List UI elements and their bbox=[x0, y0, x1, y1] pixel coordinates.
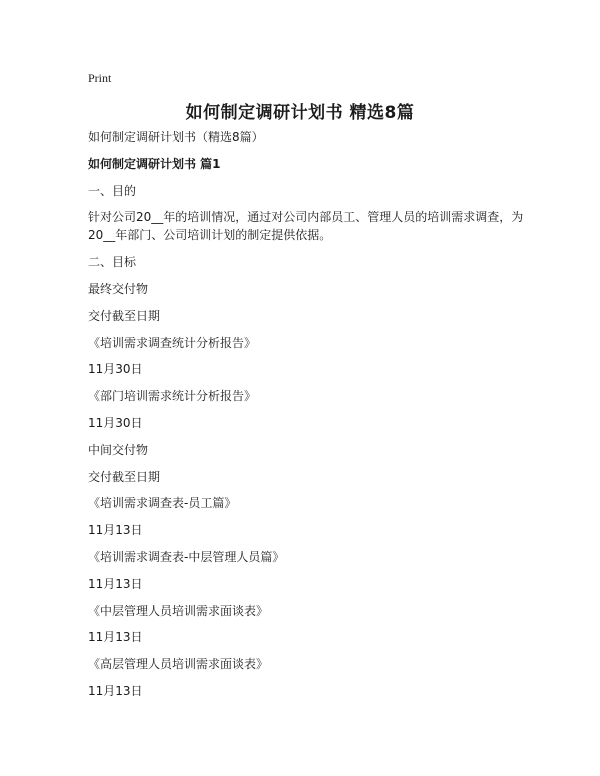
paragraph: 一、目的 bbox=[88, 183, 137, 198]
paragraph: 中间交付物 bbox=[88, 442, 149, 457]
paragraph: 11月30日 bbox=[88, 415, 143, 430]
paragraph: 《部门培训需求统计分析报告》 bbox=[88, 389, 257, 404]
paragraph: 《中层管理人员培训需求面谈表》 bbox=[88, 603, 269, 618]
paragraph: 11月13日 bbox=[88, 576, 143, 591]
document-title: 如何制定调研计划书 精选8篇 bbox=[185, 103, 415, 123]
paragraph: 针对公司20__年的培训情况，通过对公司内部员工、管理人员的培训需求调查，为20__年部门、公司培训计划的制定提供依据。 bbox=[88, 210, 524, 243]
paragraph: 11月13日 bbox=[88, 523, 143, 538]
paragraph: 11月13日 bbox=[88, 630, 143, 645]
paragraph: 如何制定调研计划书（精选8篇） bbox=[88, 130, 264, 144]
paragraph: 二、目标 bbox=[88, 255, 137, 270]
section-heading: 如何制定调研计划书 篇1 bbox=[88, 156, 221, 171]
paragraph: 11月30日 bbox=[88, 362, 143, 377]
paragraph: 《培训需求调查统计分析报告》 bbox=[88, 335, 257, 350]
document-body bbox=[88, 128, 528, 709]
print-link[interactable]: Print bbox=[88, 71, 112, 85]
paragraph: 《培训需求调查表-中层管理人员篇》 bbox=[88, 549, 285, 564]
paragraph: 11月13日 bbox=[88, 683, 143, 698]
paragraph: 最终交付物 bbox=[88, 281, 149, 296]
paragraph: 交付截至日期 bbox=[88, 308, 161, 323]
paragraph: 《高层管理人员培训需求面谈表》 bbox=[88, 657, 269, 672]
paragraph: 《培训需求调查表-员工篇》 bbox=[88, 496, 237, 511]
paragraph: 交付截至日期 bbox=[88, 469, 161, 484]
